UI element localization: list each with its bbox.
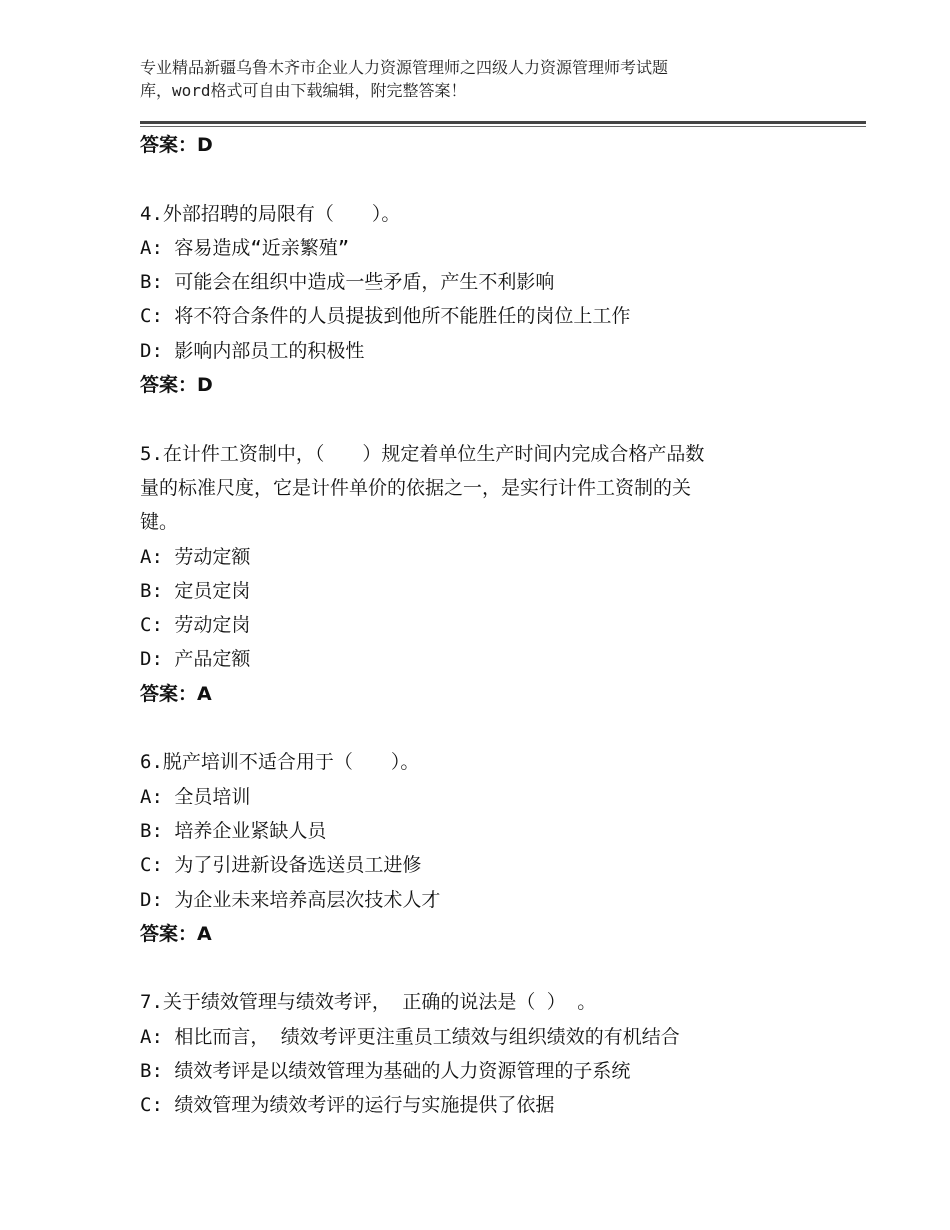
option-c: C: 为了引进新设备选送员工进修 [140, 854, 422, 877]
option-a: A: 容易造成“近亲繁殖” [140, 236, 350, 259]
document-body [140, 128, 860, 1123]
option-c: C: 绩效管理为绩效考评的运行与实施提供了依据 [140, 1094, 555, 1117]
question-block [140, 745, 860, 951]
answer-line: 答案：D [140, 374, 213, 397]
option-d: D: 为企业未来培养高层次技术人才 [140, 888, 441, 911]
option-b: B: 可能会在组织中造成一些矛盾，产生不利影响 [140, 271, 555, 294]
question-stem: 5.在计件工资制中，（ ）规定着单位生产时间内完成合格产品数 [140, 442, 705, 465]
header-line-1: 专业精品新疆乌鲁木齐市企业人力资源管理师之四级人力资源管理师考试题 [140, 58, 669, 77]
option-d: D: 产品定额 [140, 648, 251, 671]
option-a: A: 全员培训 [140, 785, 251, 808]
question-block [140, 437, 860, 711]
header-rule-thin [140, 126, 866, 127]
header-rule-thick [140, 121, 866, 124]
question-block [140, 985, 860, 1122]
option-b: B: 培养企业紧缺人员 [140, 819, 327, 842]
answer-line: 答案：A [140, 922, 212, 945]
question-stem: 6.脱产培训不适合用于（ ）。 [140, 751, 420, 774]
question-stem: 键。 [140, 511, 179, 534]
option-b: B: 定员定岗 [140, 579, 251, 602]
header-line-2: 库，word格式可自由下载编辑，附完整答案！ [140, 81, 467, 100]
question-stem: 量的标准尺度，它是计件单价的依据之一，是实行计件工资制的关 [140, 476, 692, 499]
answer-line: 答案：A [140, 682, 212, 705]
option-c: C: 劳动定岗 [140, 614, 251, 637]
option-b: B: 绩效考评是以绩效管理为基础的人力资源管理的子系统 [140, 1060, 631, 1083]
question-stem: 4.外部招聘的局限有（ ）。 [140, 202, 401, 225]
question-stem: 7.关于绩效管理与绩效考评， 正确的说法是（ ） 。 [140, 991, 597, 1014]
option-a: A: 劳动定额 [140, 545, 251, 568]
document-header [140, 56, 820, 102]
option-d: D: 影响内部员工的积极性 [140, 339, 365, 362]
option-c: C: 将不符合条件的人员提拔到他所不能胜任的岗位上工作 [140, 305, 631, 328]
question-block [140, 197, 860, 403]
option-a: A: 相比而言， 绩效考评更注重员工绩效与组织绩效的有机结合 [140, 1025, 680, 1048]
answer-line: 答案：D [140, 134, 213, 156]
